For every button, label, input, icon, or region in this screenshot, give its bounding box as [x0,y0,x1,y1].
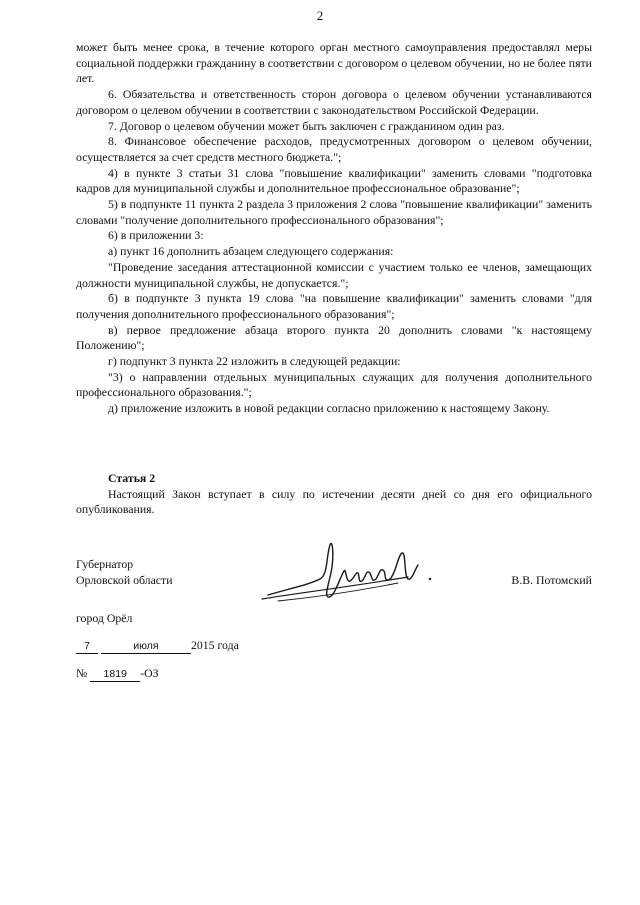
page-number: 2 [316,8,324,23]
governor-title-line1: Губернатор [76,557,134,571]
paragraph: 6) в приложении 3: [108,228,204,243]
law-number-prefix: № [76,666,88,680]
paragraph: д) приложение изложить в новой редакции согласно приложению к настоящему Закону. [108,401,550,416]
city: город Орёл [76,611,133,625]
paragraph: 7. Договор о целевом обучении может быть заключен с гражданином один раз. [108,118,505,133]
paragraph: г) подпункт 3 пункта 22 изложить в следующей редакции: [108,354,401,369]
date-day: 7 [76,640,98,654]
law-number: 1819 [90,668,140,682]
article-title: Статья 2 [108,471,156,485]
body-text [76,40,592,417]
paragraph: может быть менее срока, в течение которого орган местного самоуправления предоставлял меры социальной поддержки гражданину в соответствии с договором о целевом обучении, но не более пяти лет. [76,40,592,86]
article-text: Настоящий Закон вступает в силу по истечении десяти дней со дня его официального опубликования. [76,486,592,517]
paragraph: в) первое предложение абзаца второго пункта 20 дополнить словами "к настоящему Положению"; [76,322,592,353]
article-2 [76,471,592,518]
paragraph: а) пункт 16 дополнить абзацем следующего содержания: [108,244,394,259]
paragraph: 6. Обязательства и ответственность сторон договора о целевом обучении устанавливаются договором о целевом обучении в соответствии с законодательством Российской Федерации. [76,87,592,117]
paragraph: 8. Финансовое обеспечение расходов, предусмотренных договором о целевом обучении, осуществляется за счет средств местного бюджета."; [76,134,592,164]
governor-title [76,557,173,588]
paragraph: 4) в пункте 3 статьи 31 слова "повышение квалификации" заменить словами "подготовка кадров для муниципальной службы и дополнительное профессиональное образование"; [76,165,592,196]
date-month: июля [101,640,191,654]
governor-title-line2: Орловской области [76,572,173,587]
law-number-suffix: -ОЗ [140,666,159,680]
governor-name: В.В. Потомский [511,573,592,587]
date-year: 2015 года [190,638,239,652]
date-line [76,638,239,654]
paragraph: 5) в подпункте 11 пункта 2 раздела 3 приложения 2 слова "повышение квалификации" заменить словами "получение дополнительного профессионального образования"; [76,197,592,227]
paragraph: б) в подпункте 3 пункта 19 слова "на повышение квалификации" заменить словами "для получения дополнительного профессионального образования"; [76,291,592,321]
law-number-line [76,666,159,682]
signature-image [258,537,438,607]
paragraph: "Проведение заседания аттестационной комиссии с участием только ее членов, замещающих должности муниципальной службы, не допускается."; [76,259,592,290]
paragraph: "3) о направлении отдельных муниципальных служащих для получения дополнительного профессионального образования."; [76,369,592,400]
